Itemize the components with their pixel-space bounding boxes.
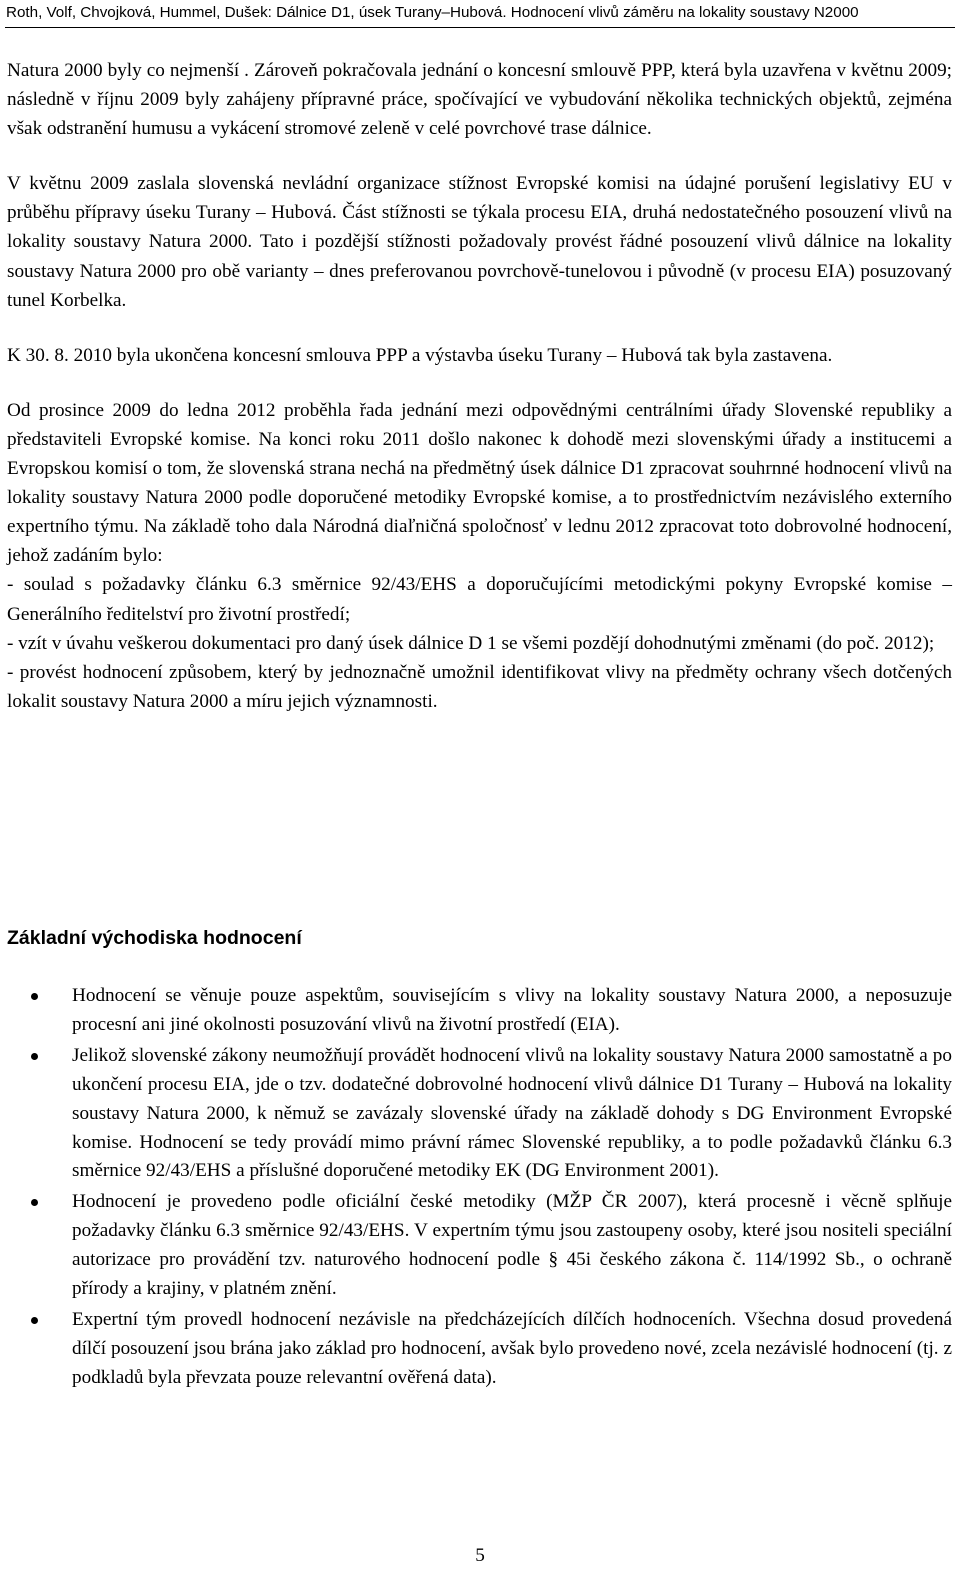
bullet-item: [7, 982, 952, 1040]
bullet-dot-icon: [31, 993, 38, 1000]
task-item: - vzít v úvahu veškerou dokumentaci pro daný úsek dálnice D 1 se všemi pozdějí dohodnutými změnami (do poč. 2012);: [7, 632, 935, 654]
bullet-item: [7, 1306, 952, 1393]
page-number: 5: [475, 1545, 485, 1566]
body-text: [7, 56, 952, 716]
section-heading: Základní východiska hodnocení: [7, 927, 302, 949]
bullet-dot-icon: [31, 1053, 38, 1060]
bullet-text: Jelikož slovenské zákony neumožňují provádět hodnocení vlivů na lokality soustavy Natura 2000 samostatně a po ukončení procesu EIA, jde o tzv. dodatečné dobrovolné hodnocení vlivů dálnice D1 Turany – Hubová na lokality soustavy Natura 2000, k němuž se zavázaly slovenské úřady na základě dohody s DG Environment Evropské komise. Hodnocení se tedy provádí mimo právní rámec Slovenské republiky, a to podle požadavků článku 6.3 směrnice 92/43/EHS a příslušné doporučené metodiky EK (DG Environment 2001).: [72, 1044, 952, 1182]
paragraph: Natura 2000 byly co nejmenší . Zároveň pokračovala jednání o koncesní smlouvě PPP, která byla uzavřena v květnu 2009; následně v říjnu 2009 byly zahájeny přípravné práce, spočívající ve vybudování několika technických objektů, zejména však odstranění humusu a vykácení stromové zeleně v celé povrchové trase dálnice.: [7, 60, 952, 140]
running-header: Roth, Volf, Chvojková, Hummel, Dušek: Dálnice D1, úsek Turany–Hubová. Hodnocení vlivů záměru na lokality soustavy N2000: [6, 4, 859, 21]
bullet-text: Hodnocení se věnuje pouze aspektům, souvisejícím s vlivy na lokality soustavy Natura 2000, a neposuzuje procesní ani jiné okolnosti posuzování vlivů na životní prostředí (EIA).: [72, 985, 952, 1035]
bullet-dot-icon: [31, 1199, 38, 1206]
bullet-item: [7, 1188, 952, 1304]
task-item: - provést hodnocení způsobem, který by jednoznačně umožnil identifikovat vlivy na předměty ochrany všech dotčených lokalit soustavy Natura 2000 a míru jejich významnosti.: [7, 661, 952, 712]
bullet-list: [7, 982, 952, 1395]
header-rule: [5, 27, 955, 28]
paragraph: Od prosince 2009 do ledna 2012 proběhla řada jednání mezi odpovědnými centrálními úřady Slovenské republiky a představiteli Evropské komise. Na konci roku 2011 došlo nakonec k dohodě mezi slovenskými úřady a institucemi a Evropskou komisí o tom, že slovenská strana nechá na předmětný úsek dálnice D1 zpracovat souhrnné hodnocení vlivů na lokality soustavy Natura 2000 podle doporučené metodiky Evropské komise, a to prostřednictvím nezávislého externího expertního týmu. Na základě toho dala Národná diaľničná spoločnosť v lednu 2012 zpracovat toto dobrovolné hodnocení, jehož zadáním bylo:: [7, 399, 952, 567]
bullet-text: Hodnocení je provedeno podle oficiální české metodiky (MŽP ČR 2007), která procesně i věcně splňuje požadavky článku 6.3 směrnice 92/43/EHS. V expertním týmu jsou zastoupeny osoby, které jsou nositeli speciální autorizace pro provádění tzv. naturového hodnocení podle § 45i českého zákona č. 114/1992 Sb., o ochraně přírody a krajiny, v platném znění.: [72, 1191, 952, 1300]
paragraph: V květnu 2009 zaslala slovenská nevládní organizace stížnost Evropské komisi na údajné porušení legislativy EU v průběhu přípravy úseku Turany – Hubová. Část stížnosti se týkala procesu EIA, druhá nedostatečného posouzení vlivů na lokality soustavy Natura 2000. Tato i pozdější stížnosti požadovaly provést řádné posouzení vlivů dálnice na lokality soustavy Natura 2000 pro obě varianty – dnes preferovanou povrchově-tunelovou i původně (v procesu EIA) posuzovaný tunel Korbelka.: [7, 173, 952, 311]
paragraph: K 30. 8. 2010 byla ukončena koncesní smlouva PPP a výstavba úseku Turany – Hubová tak byla zastavena.: [7, 344, 833, 366]
task-item: - soulad s požadavky článku 6.3 směrnice 92/43/EHS a doporučujícími metodickými pokyny Evropské komise – Generálního ředitelství pro životní prostředí;: [7, 574, 952, 625]
bullet-item: [7, 1042, 952, 1187]
bullet-text: Expertní tým provedl hodnocení nezávisle na předcházejících dílčích hodnoceních. Všechna dosud provedená dílčí posouzení jsou brána jako základ pro hodnocení, avšak bylo provedeno nové, zcela nezávislé hodnocení (tj. z podkladů byla převzata pouze relevantní ověřená data).: [72, 1308, 952, 1388]
bullet-dot-icon: [31, 1317, 38, 1324]
